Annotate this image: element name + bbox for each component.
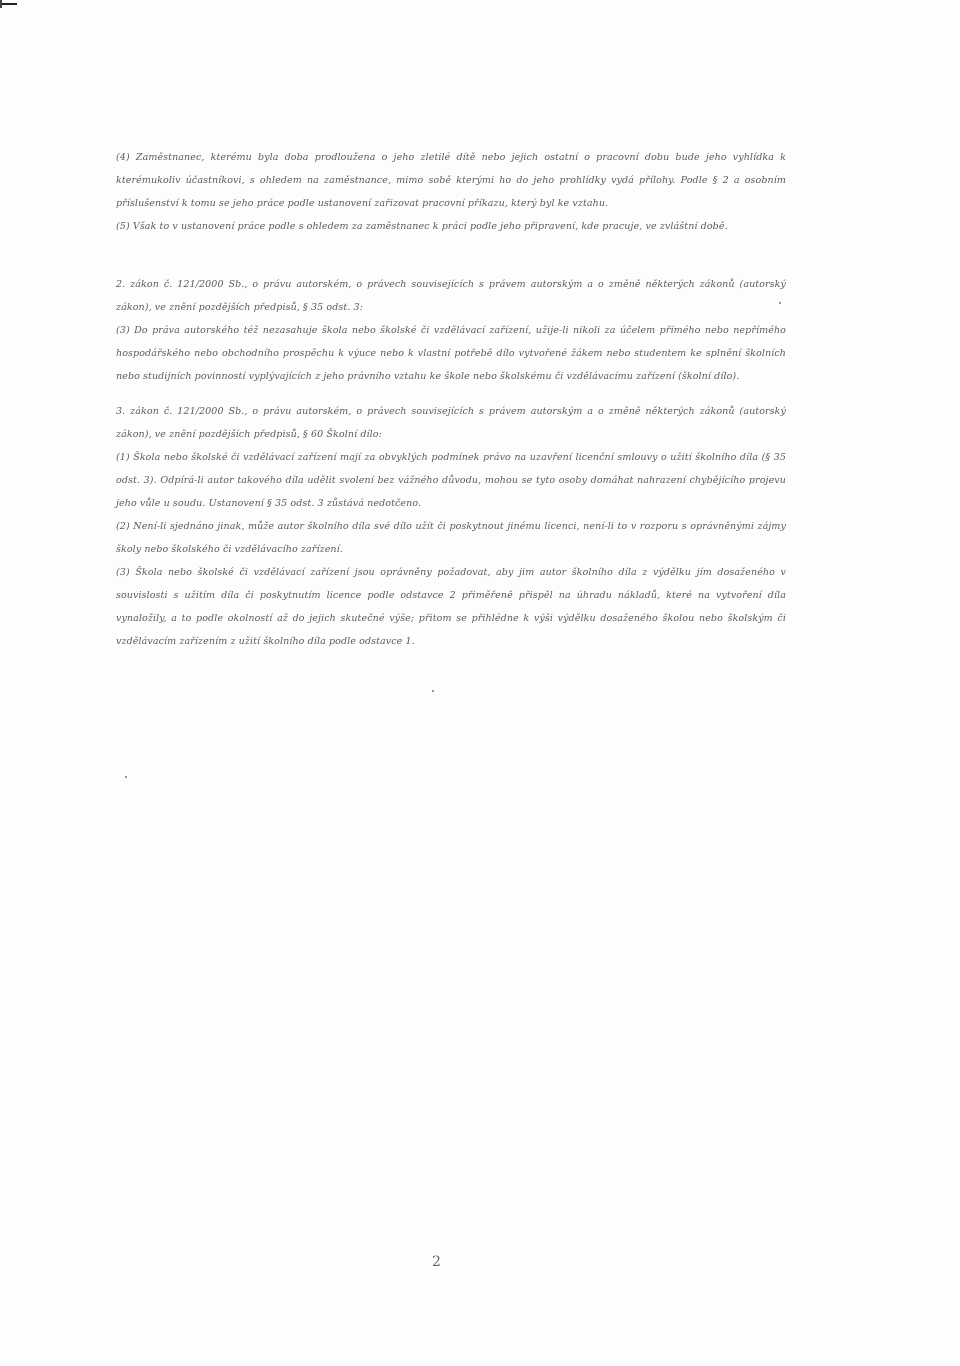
scan-speck (125, 776, 127, 778)
paragraph-block-2 (116, 273, 786, 388)
paragraph: 3. zákon č. 121/2000 Sb., o právu autorském, o právech souvisejících s právem autorským a o změně některých zákonů (autorský zákon), ve znění pozdějších předpisů, § 60 Školní dílo: (116, 406, 786, 440)
paragraph: (5) Však to v ustanovení práce podle s ohledem za zaměstnanec k práci podle jeho připravení, kde pracuje, ve zvláštní době. (116, 221, 728, 232)
scan-speck (432, 690, 434, 692)
paragraph: (2) Není-li sjednáno jinak, může autor školního díla své dílo užít či poskytnout jinému licenci, není-li to v rozporu s oprávněnými zájmy školy nebo školského či vzdělávacího zařízení. (116, 521, 786, 555)
paragraph-block-1 (116, 146, 786, 238)
paragraph-block-3 (116, 400, 786, 653)
paragraph: (3) Škola nebo školské či vzdělávací zařízení jsou oprávněny požadovat, aby jim autor školního díla z výdělku jím dosaženého v souvislosti s užitím díla či poskytnutím licence podle odstavce 2 přiměřeně přispěl na úhradu nákladů, které na vytvoření díla vynaložily, a to podle okolností až do jejich skutečné výše; přitom se přihlédne k výši výdělku dosaženého školou nebo školským či vzdělávacím zařízením z užití školního díla podle odstavce 1. (116, 567, 786, 647)
scan-corner-tick (0, 0, 2, 8)
scan-speck (779, 302, 781, 304)
paragraph: (1) Škola nebo školské či vzdělávací zařízení mají za obvyklých podmínek právo na uzavření licenční smlouvy o užití školního díla (§ 35 odst. 3). Odpírá-li autor takového díla udělit svolení bez vážného důvodu, mohou se tyto osoby domáhat nahrazení chybějícího projevu jeho vůle u soudu. Ustanovení § 35 odst. 3 zůstává nedotčeno. (116, 452, 786, 509)
paragraph: 2. zákon č. 121/2000 Sb., o právu autorském, o právech souvisejících s právem autorským a o změně některých zákonů (autorský zákon), ve znění pozdějších předpisů, § 35 odst. 3: (116, 279, 786, 313)
scan-crop-mark (0, 3, 17, 5)
paragraph: (4) Zaměstnanec, kterému byla doba prodloužena o jeho zletilé dítě nebo jejich ostatní o pracovní dobu bude jeho vyhlídka k kterémukoliv účastníkovi, s ohledem na zaměstnance, mimo sobě kterými ho do jeho prohlídky vydá přílohy. Podle § 2 a osobním příslušenství k tomu se jeho práce podle ustanovení zařizovat pracovní příkazu, který byl ke vztahu. (116, 152, 786, 209)
paragraph: (3) Do práva autorského též nezasahuje škola nebo školské či vzdělávací zařízení, užije-li nikoli za účelem přímého nebo nepřímého hospodářského nebo obchodního prospěchu k výuce nebo k vlastní potřebě dílo vytvořené žákem nebo studentem ke splnění školních nebo studijních povinností vyplývajících z jeho právního vztahu ke škole nebo školskému či vzdělávacímu zařízení (školní dílo). (116, 325, 786, 382)
page-number: 2 (432, 1254, 441, 1270)
